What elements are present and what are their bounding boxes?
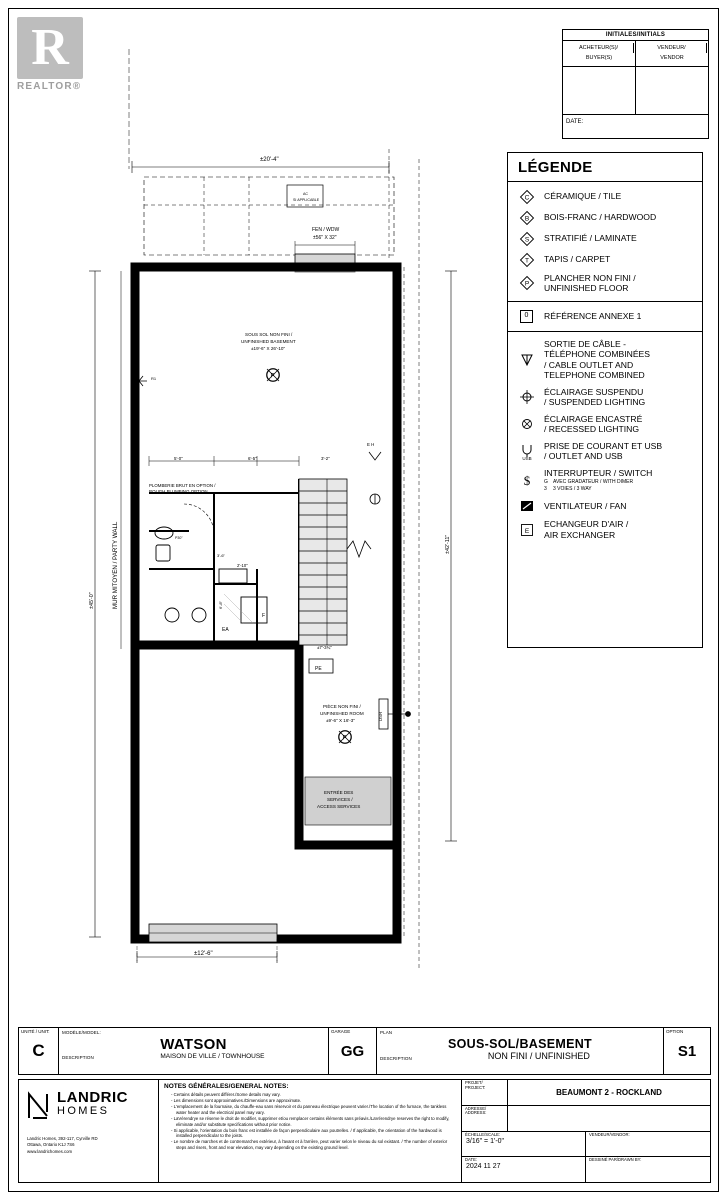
legend-label-unfinished-floor-l1: PLANCHER NON FINI / <box>544 273 636 283</box>
svg-text:$: $ <box>523 473 530 489</box>
model-value: WATSON <box>160 1036 227 1053</box>
drawing-sheet <box>8 8 719 1192</box>
svg-text:6'-8": 6'-8" <box>218 601 223 609</box>
legend-label-exchanger-l2: AIR EXCHANGER <box>544 529 616 540</box>
svg-text:EA: EA <box>222 627 229 633</box>
svg-text:USB: USB <box>521 456 532 461</box>
title-block <box>18 1027 711 1075</box>
scale-value: 3/16" = 1'-0" <box>466 1137 505 1145</box>
legend-label-tile: CÉRAMIQUE / TILE <box>544 191 622 202</box>
svg-text:±19'-6" X 26'-10": ±19'-6" X 26'-10" <box>251 346 286 351</box>
date-drawn-row <box>462 1157 710 1182</box>
plan-cell <box>377 1028 664 1074</box>
landric-mark-icon <box>27 1090 51 1120</box>
option-label: OPTION <box>666 1029 684 1034</box>
legend-label-suspended-l2: / SUSPENDED LIGHTING <box>544 397 646 408</box>
unit-label: UNITÉ / UNIT: <box>21 1029 50 1034</box>
svg-text:2'-10": 2'-10" <box>237 563 248 568</box>
legend-switch-note1-key: G <box>544 479 548 486</box>
legend-label-suspended-l1: ÉCLAIRAGE SUSPENDU <box>544 386 644 397</box>
dim-top: ±20'-4" <box>260 157 279 163</box>
note-item: - Le nombre de marches et de contremarches extérieur, à l'avant et à l'arrière, peut varier selon le niveau du sol existant. / The number of exterior steps and risers, front and rear elevation, may vary depending on the existing ground level. <box>171 1139 448 1151</box>
svg-text:C: C <box>524 194 529 201</box>
legend-label-carpet: TAPIS / CARPET <box>544 254 611 265</box>
legend-label-recessed-l2: / RECESSED LIGHTING <box>544 424 640 435</box>
svg-text:FEN / WDW: FEN / WDW <box>312 227 340 233</box>
company-name-sub: HOMES <box>57 1104 110 1117</box>
legend-item-tile <box>508 186 702 207</box>
svg-text:ACCESS SERVICES: ACCESS SERVICES <box>317 804 361 809</box>
svg-text:PLOMBERIE BRUT EN OPTION /: PLOMBERIE BRUT EN OPTION / <box>149 483 216 488</box>
legend-item-suspended-lighting <box>508 384 702 411</box>
project-row <box>462 1080 710 1106</box>
legend-label-cable-l3: / CABLE OUTLET AND <box>544 359 634 370</box>
note-item: - L'emplacement de la fournaise, du chauffe-eau sans réservoir et du panneau électrique peuvent varier./The location of the furnace, the tankless water heater and the electrical panel may vary. <box>171 1103 447 1115</box>
option-value: S1 <box>677 1042 697 1060</box>
company-name-main: LANDRIC <box>57 1089 128 1106</box>
usb-outlet-icon <box>518 444 535 459</box>
model-description-value: MAISON DE VILLE / TOWNHOUSE <box>160 1053 265 1060</box>
svg-text:P: P <box>270 373 275 380</box>
plan-value-line1: SOUS-SOL/BASEMENT <box>448 1037 592 1051</box>
legend-item-carpet <box>508 249 702 270</box>
svg-text:3'-6": 3'-6" <box>217 553 225 558</box>
option-cell <box>664 1028 710 1074</box>
svg-text:MUR MITOYEN / PARTY WALL: MUR MITOYEN / PARTY WALL <box>112 521 119 609</box>
legend-item-fan <box>508 495 702 516</box>
company-address <box>27 1136 152 1155</box>
legend-label-fan: VENTILATEUR / FAN <box>544 500 627 511</box>
svg-text:6'-5": 6'-5" <box>248 456 257 461</box>
date-cell <box>462 1157 586 1182</box>
legend-materials-group <box>508 182 702 302</box>
svg-text:T: T <box>524 257 529 264</box>
switch-icon <box>518 473 535 488</box>
legend-title: LÉGENDE <box>508 153 702 182</box>
legend-label-cable-l4: TELEPHONE COMBINED <box>544 370 645 381</box>
project-label-l1: PROJET/ <box>465 1080 483 1085</box>
address-label-l1: ADRESSE/ <box>465 1105 487 1111</box>
legend-label-cable-l2: TÉLÉPHONE COMBINÉES <box>544 349 651 360</box>
initials-col-vendor-line2: VENDOR <box>660 55 684 62</box>
initials-header: INITIALES/INITIALS <box>563 30 708 41</box>
address-label-cell <box>462 1106 508 1131</box>
initials-col-buyer-line1: ACHETEUR(S)/ <box>564 43 634 54</box>
scale-vendor-row <box>462 1132 710 1158</box>
general-notes <box>159 1080 462 1182</box>
unfinished-floor-icon <box>518 276 535 291</box>
legend-item-hardwood <box>508 207 702 228</box>
legend-label-usb-l2: / OUTLET AND USB <box>544 451 623 462</box>
svg-text:SERVICES /: SERVICES / <box>327 797 353 802</box>
plan-description-label: DESCRIPTION <box>380 1056 412 1061</box>
air-exchanger-icon <box>518 522 535 537</box>
svg-text:P: P <box>524 280 529 288</box>
reference-annex-icon <box>518 309 535 324</box>
project-label-l2: PROJECT: <box>465 1084 486 1090</box>
drawn-cell <box>586 1157 710 1182</box>
svg-text:F: F <box>262 613 266 619</box>
legend-label-cable-l1: SORTIE DE CÂBLE - <box>544 338 626 349</box>
plan-value-line2: NON FINI / UNFINISHED <box>487 1051 590 1061</box>
ceramic-tile-icon <box>518 189 535 204</box>
general-notes-list <box>164 1092 456 1151</box>
address-row <box>462 1106 710 1132</box>
svg-text:±9'-6" X 16'-3": ±9'-6" X 16'-3" <box>326 718 355 723</box>
legend-label-hardwood: BOIS-FRANC / HARDWOOD <box>544 212 657 223</box>
legend-item-cable-telephone <box>508 336 702 384</box>
reference-annex-symbol: 0 <box>524 312 529 320</box>
date-value: 2024 11 27 <box>466 1163 501 1171</box>
project-value: BEAUMONT 2 - ROCKLAND <box>556 1088 662 1097</box>
bottom-block <box>18 1079 711 1183</box>
legend-label-laminate: STRATIFIÉ / LAMINATE <box>544 233 637 244</box>
legend-switch-notes <box>544 479 696 492</box>
note-item: - Les dimensions sont approximatives./Dimensions are approximate. <box>171 1097 302 1103</box>
hardwood-icon <box>518 210 535 225</box>
legend-panel <box>507 152 703 648</box>
svg-text:P30": P30" <box>175 536 183 540</box>
svg-text:AC: AC <box>303 192 308 196</box>
legend-electrical-group <box>508 332 702 547</box>
svg-text:UNFINISHED BASEMENT: UNFINISHED BASEMENT <box>241 339 296 344</box>
legend-reference-group <box>508 302 702 332</box>
legend-label-usb-l1: PRISE DE COURANT ET USB <box>544 440 663 451</box>
plan-label: PLAN <box>380 1030 393 1035</box>
note-item: - Certains détails peuvent différer./Some details may vary. <box>171 1092 281 1097</box>
address-label-l2: ADDRESS: <box>465 1110 487 1116</box>
unit-value: C <box>32 1041 45 1060</box>
model-label: MODÈLE/MODEL: <box>62 1030 101 1035</box>
carpet-icon <box>518 252 535 267</box>
note-item: - LaVérendrye se réserve le droit de modifier, supprimer et/ou remplacer certains éléments sans préavis./LaVérendrye reserves the right to modify, eliminate and/or substitute specifications without prior notice. <box>171 1115 450 1127</box>
scale-label: ÉCHELLE/SCALE: <box>465 1131 501 1137</box>
svg-text:±42'-11": ±42'-11" <box>445 534 451 554</box>
scale-cell <box>462 1132 586 1157</box>
svg-text:DSR: DSR <box>378 711 383 721</box>
svg-text:±56" X 32": ±56" X 32" <box>313 235 337 241</box>
garage-value: GG <box>340 1042 365 1060</box>
vendor-label: VENDEUR/VENDOR: <box>589 1131 630 1137</box>
cable-telephone-outlet-icon <box>518 352 535 367</box>
legend-switch-note1: AVEC GRADATEUR / WITH DIMER <box>553 479 634 486</box>
svg-text:UNFINISHED ROOM: UNFINISHED ROOM <box>320 711 364 716</box>
legend-item-reference <box>508 306 702 327</box>
garage-label: GARAGE <box>331 1029 351 1034</box>
svg-text:±7'-3¾": ±7'-3¾" <box>317 645 332 650</box>
legend-label-unfinished-floor-l2: UNFINISHED FLOOR <box>544 283 629 294</box>
legend-item-unfinished-floor <box>508 270 702 297</box>
date-label: DATE: <box>465 1157 478 1163</box>
project-label-cell <box>462 1080 508 1105</box>
legend-item-recessed-lighting <box>508 411 702 438</box>
svg-text:B: B <box>524 215 529 222</box>
legend-label-recessed-l1: ÉCLAIRAGE ENCASTRÉ <box>544 413 643 424</box>
legend-label-exchanger-l1: ECHANGEUR D'AIR / <box>544 519 629 530</box>
company-address-line1: Landric Homes, 392-117, Cyrville RD <box>27 1136 98 1141</box>
drawn-label: DESSINÉ PAR/DRAWN BY: <box>589 1157 642 1163</box>
vendor-cell <box>586 1132 710 1157</box>
fan-icon <box>518 498 535 513</box>
address-value[interactable] <box>508 1106 710 1131</box>
legend-switch-note2-key: 3 <box>544 485 547 492</box>
suspended-light-icon <box>518 390 535 405</box>
svg-text:E H: E H <box>367 442 375 447</box>
svg-text:SOUS SOL NON FINI /: SOUS SOL NON FINI / <box>245 332 293 337</box>
company-logo-block <box>19 1080 159 1182</box>
company-address-line3[interactable]: www.landrichomes.com <box>27 1148 73 1154</box>
legend-item-switch <box>508 465 702 495</box>
svg-text:E: E <box>524 527 529 535</box>
legend-label-switch: INTERRUPTEUR / SWITCH <box>544 467 653 478</box>
svg-text:PE: PE <box>315 666 322 672</box>
company-name <box>57 1090 128 1117</box>
realtor-logo-letter: R <box>31 19 69 76</box>
svg-text:5'-0": 5'-0" <box>174 456 183 461</box>
garage-cell <box>329 1028 377 1074</box>
svg-text:±45'-0": ±45'-0" <box>89 592 95 609</box>
legend-label-reference: RÉFÉRENCE ANNEXE 1 <box>544 311 642 322</box>
initials-col-buyer-line2: BUYER(S) <box>585 55 613 62</box>
svg-text:S: S <box>524 236 529 243</box>
company-address-line2: Ottawa, Ontario K1J 7S6 <box>27 1142 75 1148</box>
landric-logo <box>27 1090 152 1120</box>
laminate-icon <box>518 231 535 246</box>
project-info-block <box>462 1080 710 1182</box>
initials-date-row[interactable]: DATE: <box>566 119 584 126</box>
model-cell <box>59 1028 329 1074</box>
unit-cell <box>19 1028 59 1074</box>
svg-text:P: P <box>342 735 347 742</box>
note-item: - Si applicable, l'orientation du bois franc est installée de façon perpendiculaire aux poutrelles. / If applicable, the orientation of the hardwood is installed perpendicular to the joists. <box>171 1127 442 1139</box>
svg-text:ENTRÉE DES: ENTRÉE DES <box>324 790 354 795</box>
svg-text:SI APPLICABLE: SI APPLICABLE <box>293 198 320 202</box>
legend-item-laminate <box>508 228 702 249</box>
model-description-label: DESCRIPTION <box>62 1055 94 1060</box>
initials-col-vendor-line1: VENDEUR/ <box>637 43 707 54</box>
svg-text:3'-2": 3'-2" <box>321 456 330 461</box>
legend-item-usb-outlet <box>508 438 702 465</box>
general-notes-title: NOTES GÉNÉRALES/GENERAL NOTES: <box>164 1083 289 1090</box>
svg-text:PIÈCE NON FINI /: PIÈCE NON FINI / <box>323 704 361 709</box>
svg-text:±12'-6": ±12'-6" <box>194 951 213 957</box>
legend-switch-note2: 3 VOIES / 3 WAY <box>553 485 592 492</box>
legend-item-air-exchanger <box>508 516 702 543</box>
recessed-light-icon <box>518 417 535 432</box>
svg-text:R1: R1 <box>151 376 157 381</box>
svg-text:ROUGH PLUMBING OPTION: ROUGH PLUMBING OPTION <box>149 489 208 494</box>
realtor-logo-text: REALTOR® <box>17 81 82 92</box>
